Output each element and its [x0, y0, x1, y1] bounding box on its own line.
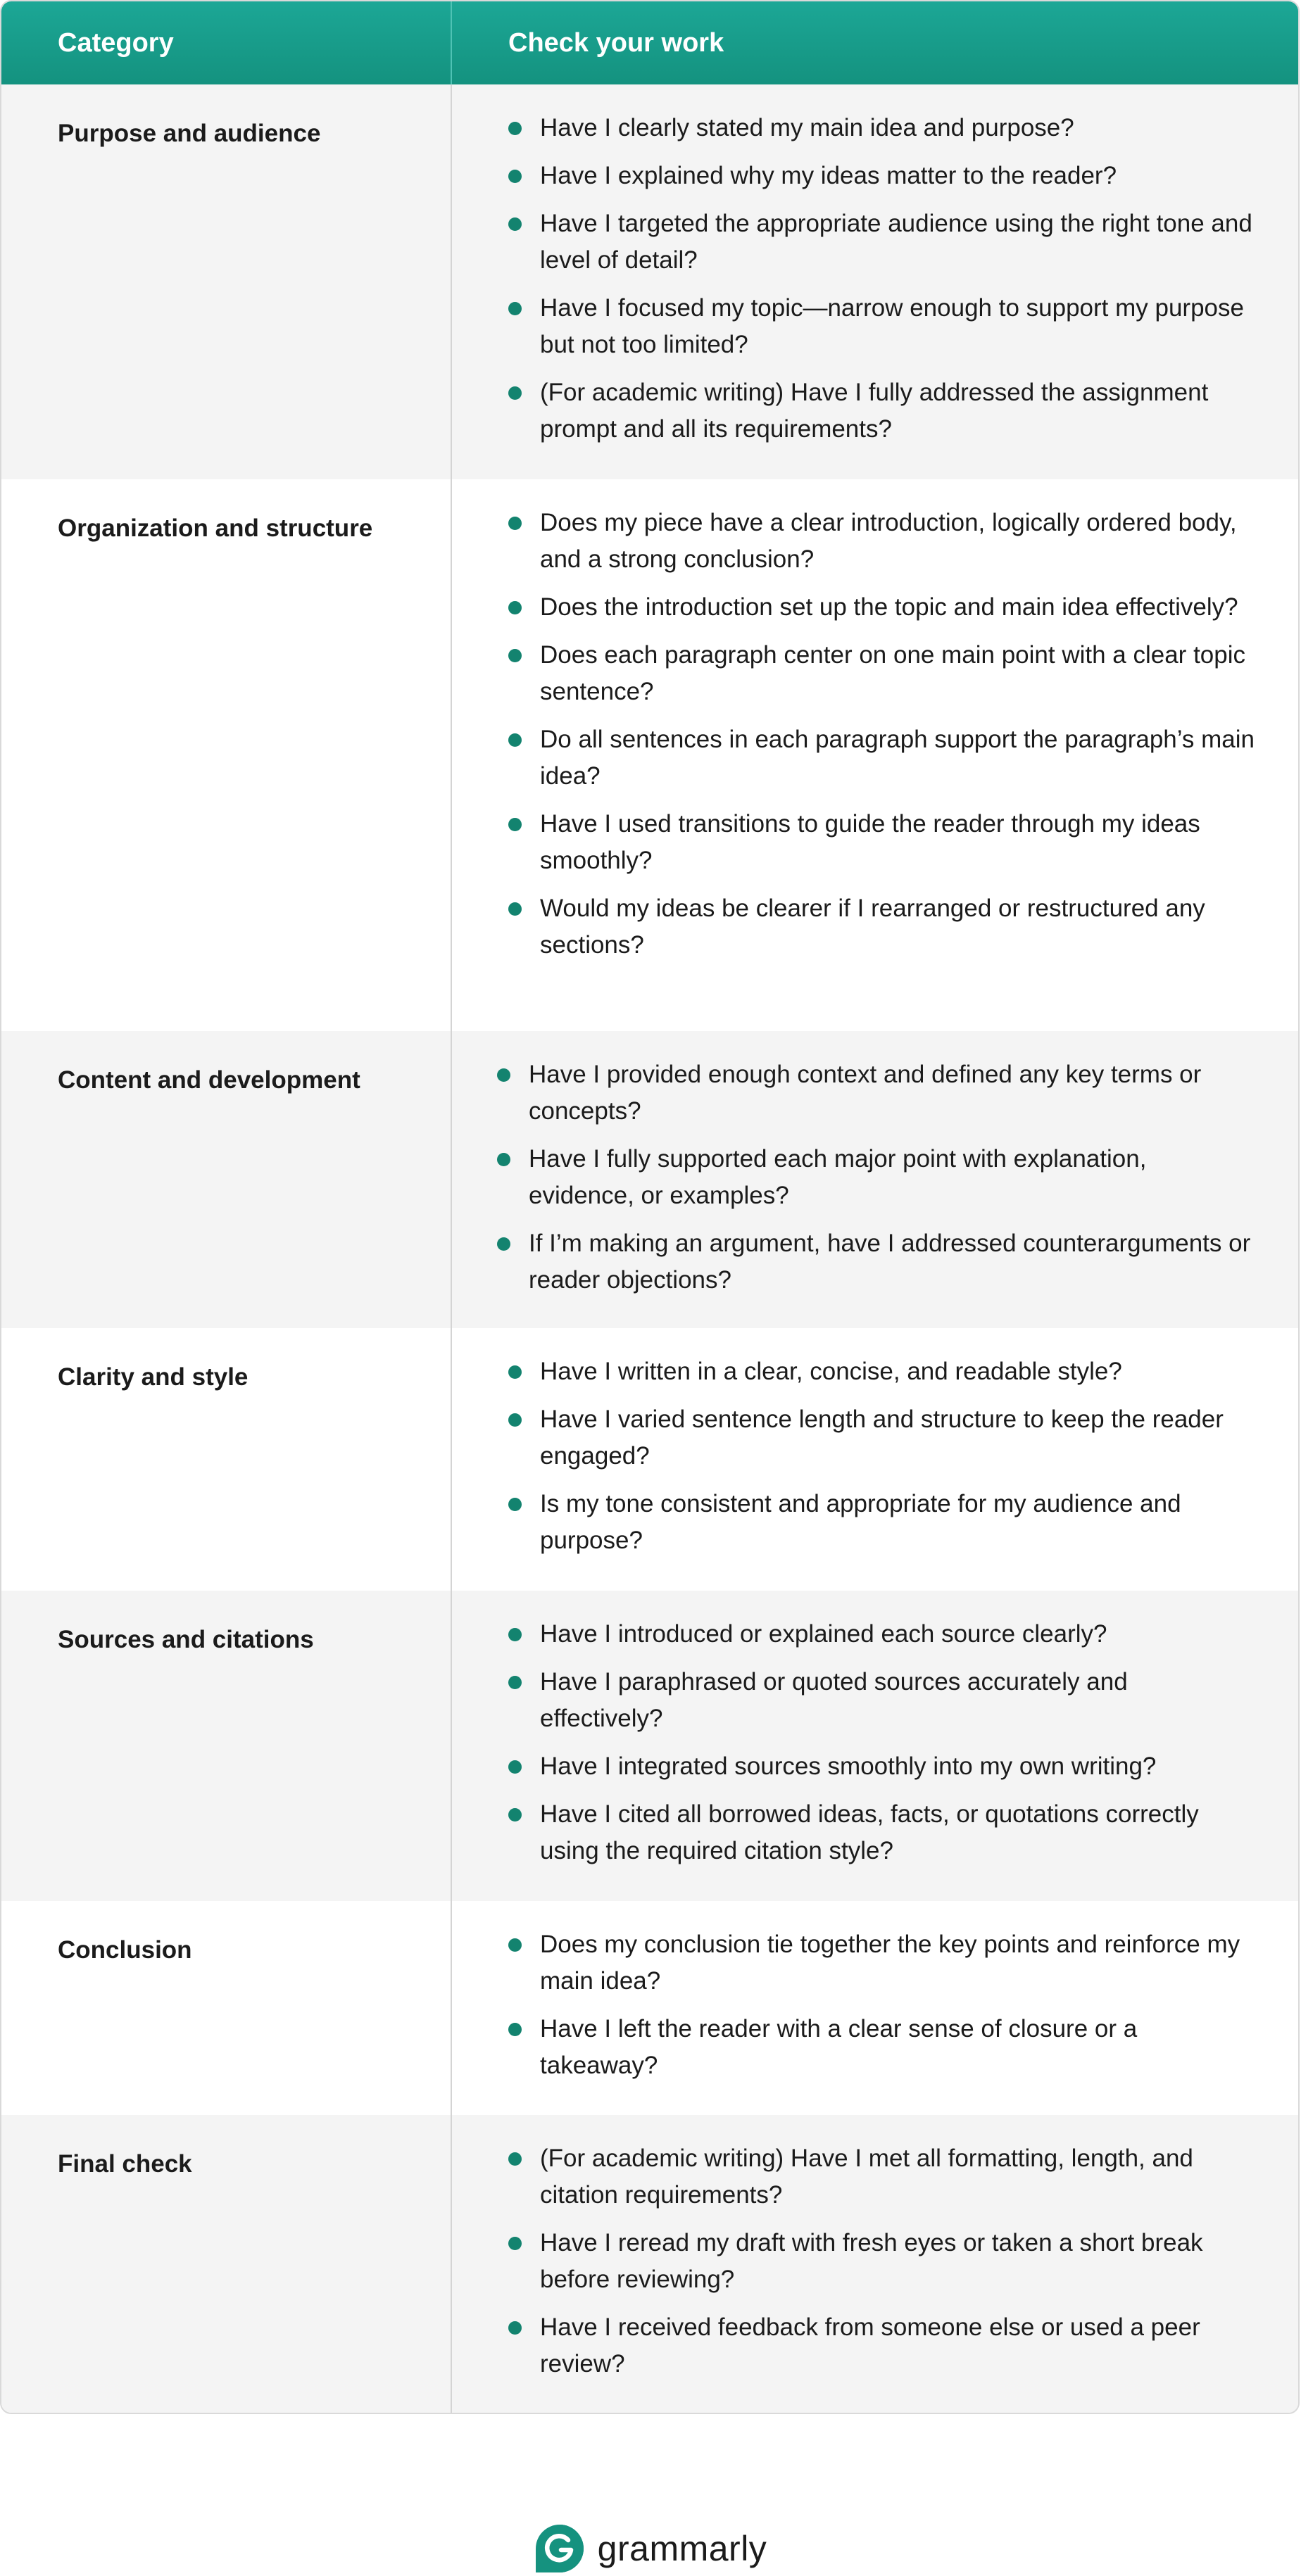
list-item	[508, 1353, 1256, 1390]
bullet-dot-icon	[508, 2321, 522, 2335]
check-list-cell	[452, 1328, 1298, 1591]
check-list-cell	[452, 1031, 1298, 1328]
list-item	[508, 1748, 1256, 1785]
check-text: Do all sentences in each paragraph support the paragraph’s main idea?	[540, 726, 1255, 790]
check-text: Have I provided enough context and defined any key terms or concepts?	[529, 1061, 1202, 1125]
list-item	[508, 110, 1256, 146]
check-text: Does the introduction set up the topic and main idea effectively?	[540, 593, 1238, 621]
check-list-cell	[452, 1591, 1298, 1901]
list-item	[508, 2140, 1256, 2214]
check-list	[508, 1353, 1256, 1559]
bullet-dot-icon	[508, 1760, 522, 1774]
list-item	[508, 158, 1256, 194]
category-label: Organization and structure	[1, 479, 452, 1031]
check-text: Is my tone consistent and appropriate for my audience and purpose?	[540, 1490, 1181, 1554]
check-text: Have I targeted the appropriate audience using the right tone and level of detail?	[540, 210, 1252, 274]
list-item	[508, 2309, 1256, 2382]
bullet-dot-icon	[508, 2237, 522, 2250]
list-item	[508, 374, 1256, 448]
check-text: Have I explained why my ideas matter to the reader?	[540, 162, 1117, 189]
check-text: Have I used transitions to guide the reader through my ideas smoothly?	[540, 810, 1200, 874]
check-text: Does each paragraph center on one main point with a clear topic sentence?	[540, 641, 1245, 705]
category-label: Clarity and style	[1, 1328, 452, 1591]
bullet-dot-icon	[508, 1676, 522, 1689]
check-list	[508, 2140, 1256, 2382]
bullet-dot-icon	[508, 1498, 522, 1511]
bullet-dot-icon	[508, 2152, 522, 2166]
bullet-dot-icon	[497, 1153, 510, 1166]
table-row	[1, 479, 1298, 1031]
list-item	[508, 1401, 1256, 1475]
table-row	[1, 1591, 1298, 1901]
list-item	[497, 1225, 1256, 1299]
check-text: If I’m making an argument, have I addressed counterarguments or reader objections?	[529, 1230, 1251, 1294]
list-item	[508, 890, 1256, 964]
category-label: Purpose and audience	[1, 84, 452, 479]
list-item	[497, 1141, 1256, 1214]
check-list	[508, 505, 1256, 964]
check-text: Have I left the reader with a clear sense of closure or a takeaway?	[540, 2015, 1138, 2079]
table-row	[1, 2115, 1298, 2413]
brand-name: grammarly	[597, 2529, 767, 2568]
table-row	[1, 1031, 1298, 1328]
check-text: (For academic writing) Have I fully addressed the assignment prompt and all its requirements?	[540, 379, 1209, 443]
category-label: Conclusion	[1, 1901, 452, 2115]
grammarly-logo[interactable]	[534, 2523, 767, 2574]
bullet-dot-icon	[508, 1365, 522, 1379]
check-text: Have I integrated sources smoothly into my own writing?	[540, 1753, 1157, 1780]
check-list-cell	[452, 84, 1298, 479]
check-text: Have I varied sentence length and structure to keep the reader engaged?	[540, 1406, 1224, 1470]
check-list	[508, 110, 1256, 448]
category-label: Final check	[1, 2115, 452, 2413]
list-item	[508, 1926, 1256, 2000]
list-item	[508, 1486, 1256, 1559]
grammarly-logo-icon	[534, 2523, 585, 2574]
header-category: Category	[1, 1, 452, 84]
list-item	[508, 206, 1256, 279]
check-text: Does my conclusion tie together the key points and reinforce my main idea?	[540, 1931, 1240, 1995]
check-text: Have I written in a clear, concise, and readable style?	[540, 1358, 1122, 1385]
bullet-dot-icon	[508, 217, 522, 231]
check-text: (For academic writing) Have I met all formatting, length, and citation requirements?	[540, 2145, 1193, 2209]
bullet-dot-icon	[508, 122, 522, 135]
check-text: Have I focused my topic—narrow enough to support my purpose but not too limited?	[540, 294, 1244, 358]
bullet-dot-icon	[508, 1808, 522, 1821]
check-text: Have I reread my draft with fresh eyes or taken a short break before reviewing?	[540, 2229, 1203, 2293]
table-header	[1, 1, 1298, 84]
list-item	[508, 589, 1256, 626]
bullet-dot-icon	[508, 170, 522, 183]
bullet-dot-icon	[508, 1938, 522, 1952]
list-item	[508, 1796, 1256, 1869]
table-row	[1, 1901, 1298, 2115]
list-item	[508, 505, 1256, 578]
bullet-dot-icon	[508, 733, 522, 747]
category-label: Sources and citations	[1, 1591, 452, 1901]
bullet-dot-icon	[508, 302, 522, 315]
list-item	[508, 290, 1256, 363]
header-check-your-work: Check your work	[508, 27, 724, 58]
bullet-dot-icon	[497, 1237, 510, 1251]
check-text: Does my piece have a clear introduction, logically ordered body, and a strong conclusion?	[540, 509, 1237, 573]
list-item	[508, 1616, 1256, 1653]
list-item	[497, 1056, 1256, 1130]
bullet-dot-icon	[508, 2023, 522, 2036]
bullet-dot-icon	[497, 1068, 510, 1082]
check-list	[508, 1616, 1256, 1869]
list-item	[508, 721, 1256, 795]
check-list-cell	[452, 2115, 1298, 2413]
bullet-dot-icon	[508, 386, 522, 400]
list-item	[508, 2011, 1256, 2084]
bullet-dot-icon	[508, 902, 522, 916]
table-row	[1, 84, 1298, 479]
bullet-dot-icon	[508, 517, 522, 530]
bullet-dot-icon	[508, 818, 522, 831]
check-list	[508, 1926, 1256, 2084]
check-list-cell	[452, 1901, 1298, 2115]
bullet-dot-icon	[508, 1628, 522, 1641]
bullet-dot-icon	[508, 601, 522, 614]
check-text: Have I fully supported each major point with explanation, evidence, or examples?	[529, 1145, 1147, 1209]
list-item	[508, 806, 1256, 879]
bullet-dot-icon	[508, 1413, 522, 1427]
check-text: Have I clearly stated my main idea and purpose?	[540, 114, 1074, 141]
check-text: Have I paraphrased or quoted sources accurately and effectively?	[540, 1668, 1128, 1732]
check-text: Have I received feedback from someone else or used a peer review?	[540, 2313, 1200, 2378]
list-item	[508, 1664, 1256, 1737]
check-list-cell	[452, 479, 1298, 1031]
check-text: Have I introduced or explained each source clearly?	[540, 1620, 1107, 1648]
table-row	[1, 1328, 1298, 1591]
check-text: Would my ideas be clearer if I rearranged or restructured any sections?	[540, 895, 1205, 959]
check-list	[497, 1056, 1256, 1299]
category-label: Content and development	[1, 1031, 452, 1328]
bullet-dot-icon	[508, 649, 522, 662]
check-text: Have I cited all borrowed ideas, facts, or quotations correctly using the required citation style?	[540, 1800, 1199, 1864]
list-item	[508, 637, 1256, 710]
list-item	[508, 2225, 1256, 2298]
brand-footer	[0, 2523, 1301, 2574]
